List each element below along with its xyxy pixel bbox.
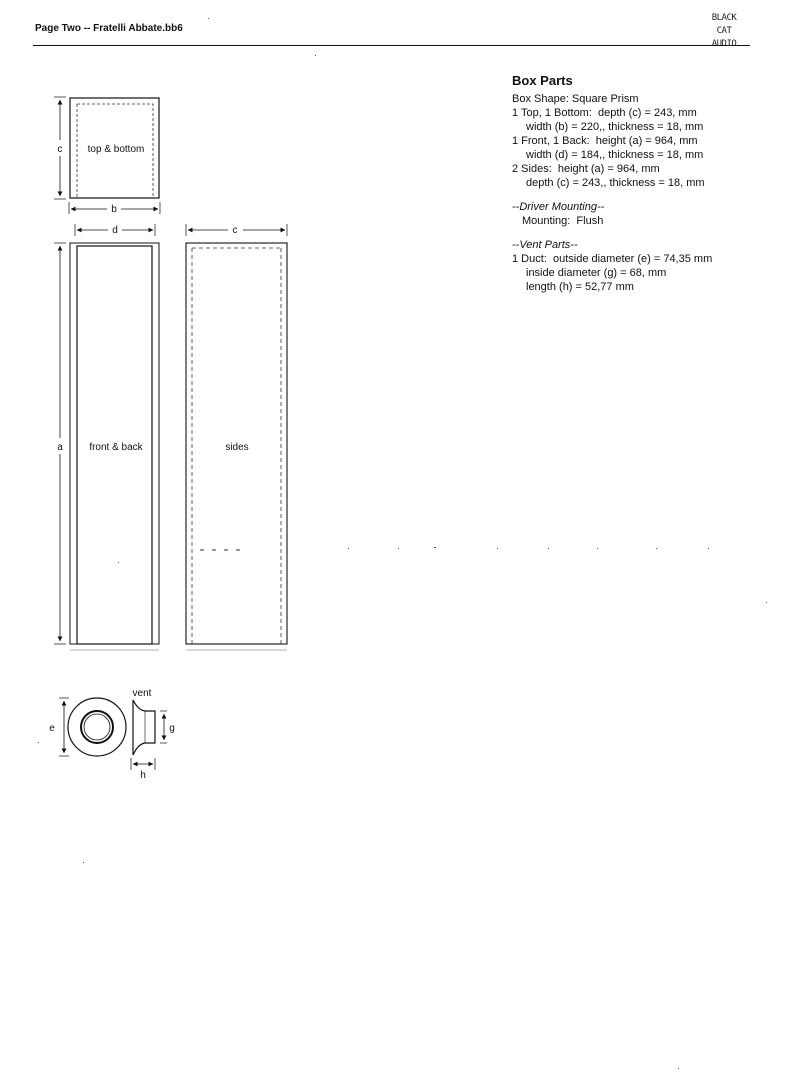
dim-e-label: e <box>49 723 55 734</box>
dimension-g <box>160 711 175 743</box>
dimension-d <box>75 224 155 236</box>
front-back-panel <box>70 243 159 650</box>
top-bottom-panel <box>70 98 159 198</box>
dim-b-label: b <box>111 204 117 215</box>
front-back-line-1: 1 Front, 1 Back: height (a) = 964, mm <box>512 135 698 147</box>
dim-c-label-top: c <box>57 144 63 155</box>
sides-line-2: depth (c) = 243,, thickness = 18, mm <box>526 177 705 189</box>
front-back-label: front & back <box>89 442 143 453</box>
dimension-c-sides <box>186 224 287 236</box>
vent-side-view <box>133 688 155 755</box>
dim-d-label: d <box>112 225 118 236</box>
logo-line-1: BLACK CAT <box>711 13 737 36</box>
duct-line-1: 1 Duct: outside diameter (e) = 74,35 mm <box>512 253 713 265</box>
dimension-b <box>69 202 160 215</box>
driver-mounting-value: Mounting: Flush <box>522 215 604 227</box>
vent-label: vent <box>132 688 152 699</box>
dim-c-label-sides: c <box>232 225 238 236</box>
page-title: Page Two -- Fratelli Abbate.bb6 <box>35 23 183 34</box>
scan-specks <box>38 18 767 1069</box>
dimension-e <box>49 698 69 756</box>
logo-line-2: AUDIO <box>711 39 737 49</box>
vent-end-view <box>68 698 126 756</box>
driver-mounting-title: --Driver Mounting-- <box>512 201 605 213</box>
duct-line-3: length (h) = 52,77 mm <box>526 281 634 293</box>
top-bottom-line-2: width (b) = 220,, thickness = 18, mm <box>526 121 704 133</box>
top-bottom-label: top & bottom <box>87 144 145 155</box>
box-shape: Box Shape: Square Prism <box>512 93 639 105</box>
dim-h-label: h <box>140 770 146 781</box>
sides-line-1: 2 Sides: height (a) = 964, mm <box>512 163 660 175</box>
box-parts-title: Box Parts <box>512 73 573 88</box>
dimension-a <box>54 243 66 644</box>
duct-line-2: inside diameter (g) = 68, mm <box>526 267 667 279</box>
dim-g-label: g <box>169 723 175 734</box>
vent-parts-title: --Vent Parts-- <box>512 239 578 251</box>
dim-a-label: a <box>57 442 63 453</box>
sides-label: sides <box>225 442 249 453</box>
front-back-line-2: width (d) = 184,, thickness = 18, mm <box>526 149 704 161</box>
dimension-h <box>131 758 155 781</box>
dimension-c-top <box>54 97 66 199</box>
sides-panel <box>186 243 287 650</box>
top-bottom-line-1: 1 Top, 1 Bottom: depth (c) = 243, mm <box>512 107 697 119</box>
